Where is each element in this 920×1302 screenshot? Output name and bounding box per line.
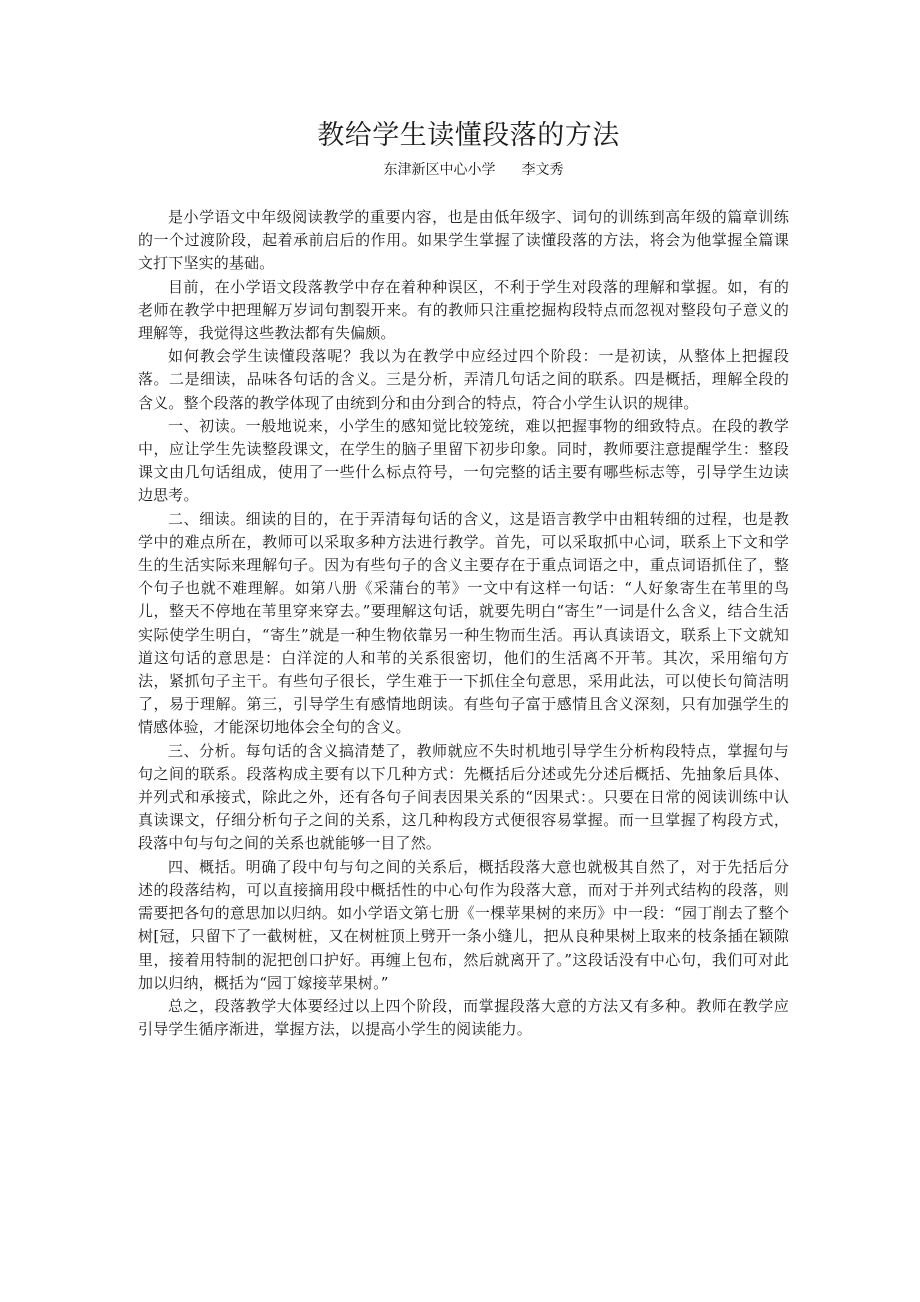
paragraph-analysis: 三、分析。每句话的含义搞清楚了，教师就应不失时机地引导学生分析构段特点，掌握句与句之间的联系。段落构成主要有以下几种方式：先概括后分述或先分述后概括、先抽象后具体、并列式和承接式，除此之外，还有各句子间表因果关系的“因果式：。只要在日常的阅读训练中认真读课文，仔细分析句子之间的关系，这几种构段方式便很容易掌握。而一旦掌握了构段方式，段落中句与句之间的关系也就能够一目了然。: [138, 741, 789, 853]
document-body: [138, 206, 789, 1041]
paragraph-first-reading: 一、初读。一般地说来，小学生的感知觉比较笼统，难以把握事物的细致特点。在段的教学中，应让学生先读整段课文，在学生的脑子里留下初步印象。同时，教师要注意提醒学生：整段课文由几句话组成，使用了一些什么标点符号，一句完整的话主要有哪些标志等，引导学生边读边思考。: [138, 416, 789, 505]
paragraph-conclusion: 总之，段落教学大体要经过以上四个阶段，而掌握段落大意的方法又有多种。教师在教学应引导学生循序渐进，掌握方法，以提高小学生的阅读能力。: [138, 996, 789, 1039]
paragraph-intro: 是小学语文中年级阅读教学的重要内容，也是由低年级字、词句的训练到高年级的篇章训练的一个过渡阶段，起着承前启后的作用。如果学生掌握了读懂段落的方法，将会为他掌握全篇课文打下坚实的基础。: [138, 208, 789, 273]
paragraph-misconceptions: 目前，在小学语文段落教学中存在着种种误区，不利于学生对段落的理解和掌握。如，有的老师在教学中把理解万岁词句割裂开来。有的教师只注重挖掘构段特点而忽视对整段句子意义的理解等，我觉得这些教法都有失偏颇。: [138, 277, 789, 343]
document-page: [138, 118, 789, 1041]
paragraph-four-stages: 如何教会学生读懂段落呢？我以为在教学中应经过四个阶段：一是初读，从整体上把握段落。二是细读，品味各句话的含义。三是分析，弄清几句话之间的联系。四是概括，理解全段的含义。整个段落的教学体现了由统到分和由分到合的特点，符合小学生认识的规律。: [138, 347, 789, 412]
school-name: 东津新区中心小学: [383, 162, 496, 178]
paragraph-close-reading: 二、细读。细读的目的，在于弄清每句话的含义，这是语言教学中由粗转细的过程，也是教学中的难点所在，教师可以采取多种方法进行教学。首先，可以采取抓中心词，联系上下文和学生的生活实际来理解句子。因为有些句子的含义主要存在于重点词语之中，重点词语抓住了，整个句子也就不难理解。如第八册《采蒲台的苇》一文中有这样一句话：“人好象寄生在苇里的鸟儿，整天不停地在苇里穿来穿去。”要理解这句话，就要先明白“寄生”一词是什么含义，结合生活实际使学生明白，“寄生”就是一种生物依靠另一种生物而生活。再认真读语文，联系上下文就知道这句话的意思是：白洋淀的人和苇的关系很密切，他们的生活离不开苇。其次，采用缩句方法，紧抓句子主干。有些句子很长，学生难于一下抓住全句意思，采用此法，可以使长句简洁明了，易于理解。第三，引导学生有感情地朗读。有些句子富于感情且含义深刻，只有加强学生的情感体验，才能深切地体会全句的含义。: [138, 509, 789, 737]
byline: [138, 160, 789, 180]
document-title: 教给学生读懂段落的方法: [317, 120, 620, 151]
author-name: 李文秀: [521, 162, 564, 178]
paragraph-summary-stage: 四、概括。明确了段中句与句之间的关系后，概括段落大意也就极其自然了，对于先括后分述的段落结构，可以直接摘用段中概括性的中心句作为段落大意，而对于并列式结构的段落，则需要把各句的意思加以归纳。如小学语文第七册《一棵苹果树的来历》中一段：“园丁削去了整个树[冠，只留下了一截树桩，又在树桩顶上劈开一条小缝儿，把从良种果树上取来的枝条插在颖隙里，接着用特制的泥把创口护好。再缠上包布，然后就离开了。”这段话没有中心句，我们可对此加以归纳，概括为“园丁嫁接苹果树。”: [138, 857, 789, 992]
